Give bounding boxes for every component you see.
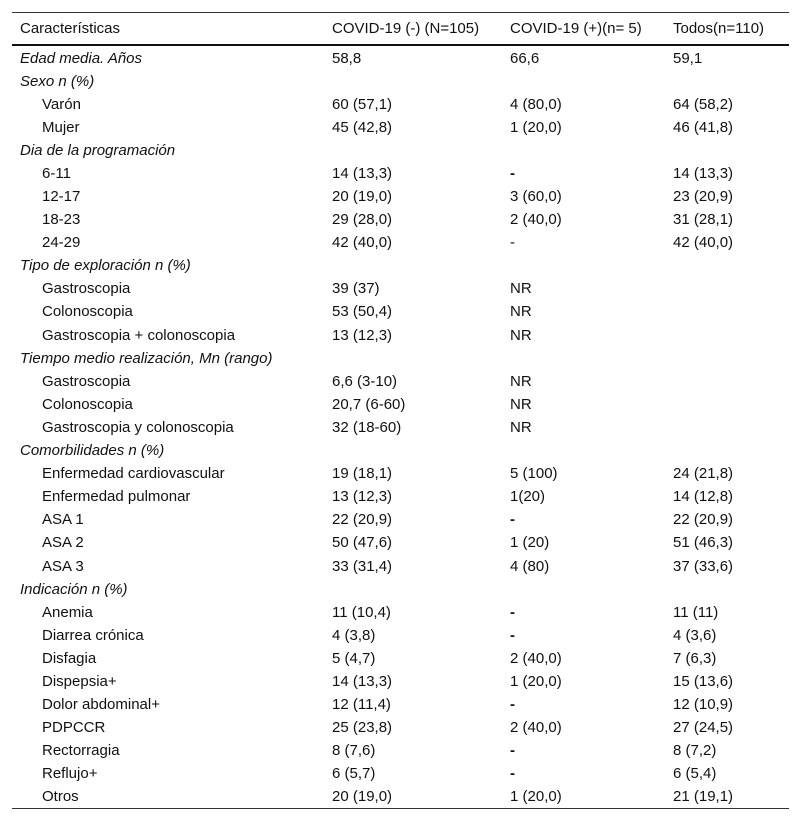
table-row <box>12 508 789 531</box>
value-todos: 22 (20,9) <box>673 511 734 529</box>
value-covid-negative <box>324 254 502 277</box>
value-covid-negative: 12 (11,4) <box>332 696 391 714</box>
row-label: Enfermedad pulmonar <box>42 488 191 506</box>
value-covid-positive: - <box>510 765 515 783</box>
value-covid-negative: 60 (57,1) <box>332 95 393 113</box>
value-todos <box>665 254 789 277</box>
table-row <box>12 601 789 624</box>
table-row <box>12 116 789 139</box>
row-label: ASA 1 <box>42 511 84 529</box>
table-row <box>12 208 789 231</box>
row-label: Reflujo+ <box>42 765 98 783</box>
value-covid-negative: 22 (20,9) <box>332 511 393 529</box>
value-covid-positive: 4 (80,0) <box>510 95 562 113</box>
row-label: ASA 2 <box>42 534 84 552</box>
value-covid-positive: 3 (60,0) <box>510 188 562 206</box>
table-section-row <box>12 439 789 462</box>
value-covid-positive: - <box>510 511 515 529</box>
row-label: Gastroscopia y colonoscopia <box>42 418 234 436</box>
table-row <box>12 416 789 439</box>
value-covid-positive: - <box>510 234 515 252</box>
value-covid-positive <box>502 439 665 462</box>
value-covid-positive: 66,6 <box>510 49 540 67</box>
value-todos: 51 (46,3) <box>673 534 734 552</box>
table-row <box>12 324 789 347</box>
value-covid-positive <box>502 254 665 277</box>
table-row <box>12 785 789 809</box>
value-todos <box>665 370 789 393</box>
row-label: Comorbilidades n (%) <box>20 442 165 460</box>
row-label: Colonoscopia <box>42 303 133 321</box>
row-label: ASA 3 <box>42 557 84 575</box>
row-label: Disfagia <box>42 649 97 667</box>
value-todos: 6 (5,4) <box>673 765 717 783</box>
value-covid-negative <box>324 347 502 370</box>
table-row <box>12 762 789 785</box>
header-row <box>12 13 789 45</box>
value-todos: 14 (13,3) <box>673 164 734 182</box>
value-covid-negative <box>324 139 502 162</box>
value-todos <box>665 139 789 162</box>
value-covid-positive: NR <box>510 303 532 321</box>
value-covid-positive: 1 (20,0) <box>510 118 562 136</box>
value-covid-positive: - <box>510 742 515 760</box>
row-label: PDPCCR <box>42 719 106 737</box>
value-todos: 14 (12,8) <box>673 488 734 506</box>
table-section-row <box>12 347 789 370</box>
row-label: Anemia <box>42 603 93 621</box>
value-todos <box>665 277 789 300</box>
table-row <box>12 185 789 208</box>
header-covid-negative: COVID-19 (-) (N=105) <box>324 13 502 45</box>
row-label: 12-17 <box>42 188 81 206</box>
value-todos: 7 (6,3) <box>673 649 717 667</box>
table-section-row <box>12 578 789 601</box>
value-todos <box>665 347 789 370</box>
value-covid-negative: 45 (42,8) <box>332 118 393 136</box>
value-covid-negative: 6,6 (3-10) <box>332 372 398 390</box>
value-covid-negative: 29 (28,0) <box>332 211 393 229</box>
value-covid-negative: 33 (31,4) <box>332 557 393 575</box>
characteristics-table <box>12 12 789 809</box>
table-row <box>12 716 789 739</box>
value-covid-positive: 5 (100) <box>510 465 558 483</box>
row-label: Diarrea crónica <box>42 626 144 644</box>
value-todos <box>665 324 789 347</box>
row-label: Gastroscopia <box>42 372 131 390</box>
value-todos <box>665 416 789 439</box>
value-todos <box>665 439 789 462</box>
row-label: Otros <box>12 785 324 809</box>
value-todos: 27 (24,5) <box>673 719 734 737</box>
row-label: 18-23 <box>42 211 81 229</box>
value-todos: 11 (11) <box>673 603 719 621</box>
value-covid-positive: - <box>510 626 515 644</box>
value-covid-positive: NR <box>510 372 532 390</box>
value-covid-negative: 25 (23,8) <box>332 719 393 737</box>
value-covid-negative: 50 (47,6) <box>332 534 393 552</box>
value-covid-negative: 6 (5,7) <box>332 765 376 783</box>
value-todos: 23 (20,9) <box>673 188 734 206</box>
value-covid-negative: 14 (13,3) <box>332 672 393 690</box>
table-row <box>12 231 789 254</box>
value-covid-negative: 13 (12,3) <box>332 488 393 506</box>
value-covid-positive: 1 (20,0) <box>502 785 665 809</box>
value-todos: 42 (40,0) <box>673 234 734 252</box>
value-covid-positive: - <box>510 696 515 714</box>
table-section-row <box>12 139 789 162</box>
value-covid-positive: NR <box>510 326 532 344</box>
header-covid-positive: COVID-19 (+)(n= 5) <box>502 13 665 45</box>
row-label: Mujer <box>42 118 80 136</box>
table-row <box>12 300 789 323</box>
row-label: Edad media. Años <box>20 49 143 67</box>
value-covid-positive: 2 (40,0) <box>510 719 562 737</box>
value-covid-positive: NR <box>510 418 532 436</box>
value-covid-negative: 20 (19,0) <box>324 785 502 809</box>
row-label: Enfermedad cardiovascular <box>42 465 225 483</box>
value-todos: 24 (21,8) <box>673 465 734 483</box>
value-todos: 4 (3,6) <box>673 626 717 644</box>
value-covid-positive <box>502 139 665 162</box>
value-covid-negative: 5 (4,7) <box>332 649 376 667</box>
value-todos: 64 (58,2) <box>673 95 734 113</box>
value-todos <box>665 300 789 323</box>
row-label: Dolor abdominal+ <box>42 696 160 714</box>
table-row <box>12 277 789 300</box>
row-label: Dia de la programación <box>20 141 176 159</box>
table-row <box>12 739 789 762</box>
value-todos: 12 (10,9) <box>673 696 734 714</box>
row-label: Tiempo medio realización, Mn (rango) <box>20 349 273 367</box>
row-label: Rectorragia <box>42 742 120 760</box>
value-covid-negative: 14 (13,3) <box>332 164 393 182</box>
table-row <box>12 554 789 577</box>
table-row <box>12 370 789 393</box>
value-todos <box>665 578 789 601</box>
row-label: Colonoscopia <box>42 395 133 413</box>
table-section-row <box>12 45 789 70</box>
value-covid-negative: 8 (7,6) <box>332 742 376 760</box>
table-row <box>12 624 789 647</box>
value-covid-positive: 2 (40,0) <box>510 211 562 229</box>
value-covid-negative: 42 (40,0) <box>332 234 393 252</box>
row-label: Varón <box>42 95 81 113</box>
value-covid-negative <box>324 70 502 93</box>
value-covid-positive <box>502 578 665 601</box>
value-todos: 46 (41,8) <box>673 118 734 136</box>
value-covid-positive: 2 (40,0) <box>510 649 562 667</box>
table-row <box>12 462 789 485</box>
value-covid-negative: 32 (18-60) <box>332 418 402 436</box>
value-todos: 21 (19,1) <box>665 785 789 809</box>
value-covid-positive: 1 (20) <box>510 534 550 552</box>
table-row <box>12 647 789 670</box>
value-covid-negative <box>324 439 502 462</box>
value-covid-positive: 1(20) <box>510 488 546 506</box>
value-covid-negative: 58,8 <box>332 49 362 67</box>
header-todos: Todos(n=110) <box>665 13 789 45</box>
row-label: 24-29 <box>42 234 81 252</box>
table-body <box>12 45 789 809</box>
row-label: Tipo de exploración n (%) <box>20 257 191 275</box>
value-todos <box>665 70 789 93</box>
header-caracteristicas: Características <box>12 13 324 45</box>
table-container <box>12 12 789 809</box>
value-todos: 15 (13,6) <box>673 672 734 690</box>
table-row <box>12 670 789 693</box>
row-label: 6-11 <box>42 164 71 182</box>
value-covid-positive: - <box>510 603 515 621</box>
table-row <box>12 393 789 416</box>
value-covid-positive: NR <box>510 280 532 298</box>
table-row <box>12 162 789 185</box>
row-label: Indicación n (%) <box>20 580 128 598</box>
value-todos: 31 (28,1) <box>673 211 734 229</box>
table-section-row <box>12 254 789 277</box>
table-header <box>12 13 789 45</box>
value-covid-negative: 13 (12,3) <box>332 326 393 344</box>
value-todos: 37 (33,6) <box>673 557 734 575</box>
value-covid-positive <box>502 70 665 93</box>
value-covid-negative: 4 (3,8) <box>332 626 376 644</box>
table-row <box>12 531 789 554</box>
value-covid-negative: 11 (10,4) <box>332 603 391 621</box>
row-label: Gastroscopia + colonoscopia <box>42 326 236 344</box>
value-covid-negative <box>324 578 502 601</box>
row-label: Dispepsia+ <box>42 672 117 690</box>
value-covid-positive: 1 (20,0) <box>510 672 562 690</box>
row-label: Gastroscopia <box>42 280 131 298</box>
row-label: Sexo n (%) <box>20 72 95 90</box>
value-covid-positive: - <box>510 164 515 182</box>
value-covid-negative: 19 (18,1) <box>332 465 393 483</box>
value-covid-negative: 53 (50,4) <box>332 303 393 321</box>
value-covid-positive <box>502 347 665 370</box>
table-section-row <box>12 70 789 93</box>
value-covid-negative: 20,7 (6-60) <box>332 395 406 413</box>
value-todos: 59,1 <box>673 49 703 67</box>
table-row <box>12 93 789 116</box>
value-covid-positive: NR <box>510 395 532 413</box>
value-covid-positive: 4 (80) <box>510 557 550 575</box>
table-row <box>12 485 789 508</box>
value-covid-negative: 20 (19,0) <box>332 188 393 206</box>
value-todos <box>665 393 789 416</box>
value-todos: 8 (7,2) <box>673 742 717 760</box>
table-row <box>12 693 789 716</box>
value-covid-negative: 39 (37) <box>332 280 380 298</box>
